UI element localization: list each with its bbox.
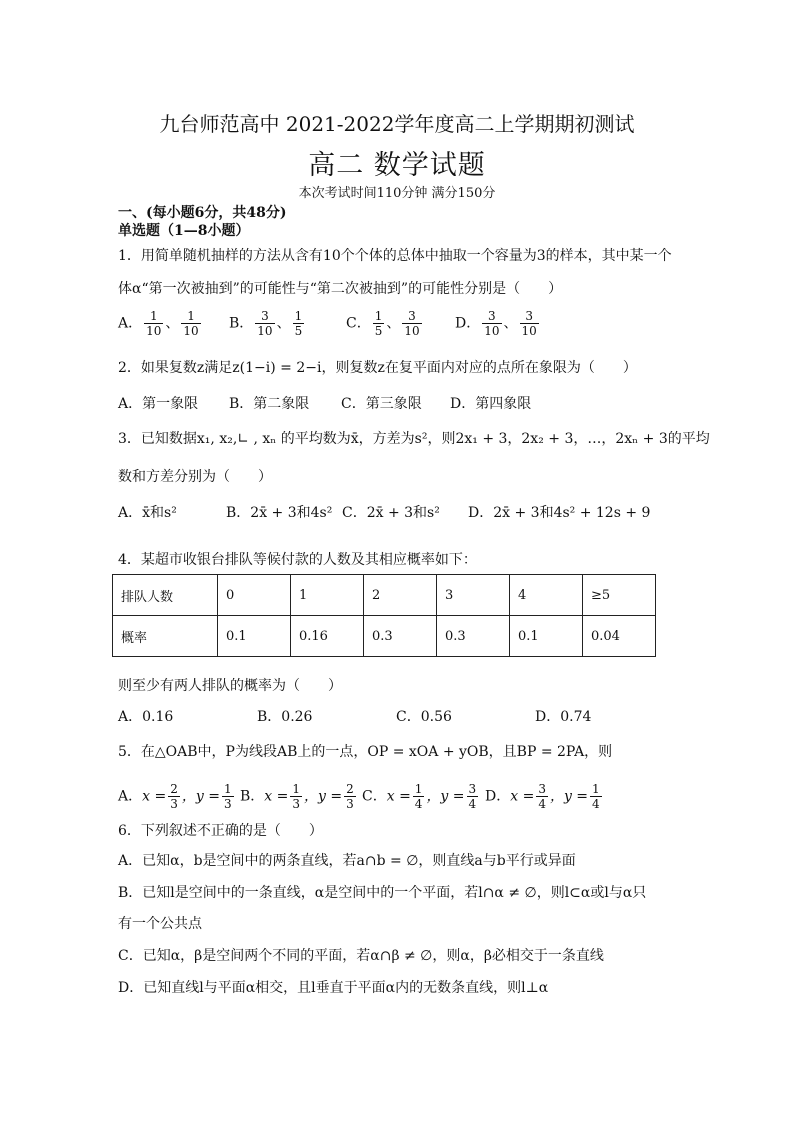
q1-stem-line1: 1．用简单随机抽样的方法从含有10个个体的总体中抽取一个容量为3的样本，其中某一个 <box>118 248 672 264</box>
table-cell: ≥5 <box>583 575 656 616</box>
table-cell: 0.16 <box>291 616 364 657</box>
q2-option-d: D．第四象限 <box>450 396 532 412</box>
q4-option-b: B．0.26 <box>257 709 313 725</box>
q4-question: 则至少有两人排队的概率为（ ） <box>118 678 342 694</box>
q4-option-c: C．0.56 <box>396 709 452 725</box>
q3-stem-line2: 数和方差分别为（ ） <box>118 469 272 485</box>
table-cell: 1 <box>291 575 364 616</box>
q6-option-a: A．已知α，b是空间中的两条直线，若a∩b = ∅，则直线a与b平行或异面 <box>118 853 576 869</box>
q5-option-c: C．x = $\frac{1}{4}$ ，y = $\frac{3}{4}$ <box>362 782 477 811</box>
table-cell: 0 <box>218 575 291 616</box>
table-cell: 0.3 <box>364 616 437 657</box>
exam-info: 本次考试时间110分钟 满分150分 <box>298 186 496 201</box>
table-row <box>113 575 656 616</box>
q4-stem: 4．某超市收银台排队等候付款的人数及其相应概率如下： <box>118 552 477 568</box>
q1-option-c: C． $\frac{1}{5}$ 、 $\frac{3}{10}$ <box>346 309 420 338</box>
q5-option-d: D．x = $\frac{3}{4}$ ，y = $\frac{1}{4}$ <box>485 782 600 811</box>
q1-stem-line2: 体α“第一次被抽到”的可能性与“第二次被抽到”的可能性分别是（ ） <box>118 281 563 297</box>
q4-option-a: A．0.16 <box>118 709 174 725</box>
q2-stem: 2．如果复数z满足z(1−i) = 2−i，则复数z在复平面内对应的点所在象限为（ ） <box>118 360 637 376</box>
q1-option-b: B． $\frac{3}{10}$ 、 $\frac{1}{5}$ <box>229 309 303 338</box>
table-cell: 0.1 <box>218 616 291 657</box>
table-cell: 概率 <box>113 616 218 657</box>
q3-option-a: A．x̄和s² <box>118 505 177 521</box>
section-heading: 一、(每小题6分，共48分) <box>118 205 287 221</box>
table-cell: 3 <box>437 575 510 616</box>
q6-option-b-line1: B．已知l是空间中的一条直线，α是空间中的一个平面，若l∩α ≠ ∅，则l⊂α或l与α只 <box>118 885 647 901</box>
probability-table <box>112 574 656 657</box>
q3-option-d: D．2x̄ + 3和4s² + 12s + 9 <box>468 505 651 521</box>
q5-option-a: A．x = $\frac{2}{3}$ ，y = $\frac{1}{3}$ <box>118 782 232 811</box>
table-cell: 排队人数 <box>113 575 218 616</box>
q3-option-c: C．2x̄ + 3和s² <box>342 505 440 521</box>
q2-option-a: A．第一象限 <box>118 396 199 412</box>
q2-option-b: B．第二象限 <box>229 396 310 412</box>
q5-option-b: B．x = $\frac{1}{3}$ ，y = $\frac{2}{3}$ <box>240 782 354 811</box>
table-cell: 0.3 <box>437 616 510 657</box>
table-row <box>113 616 656 657</box>
q3-stem-line1: 3．已知数据x₁, x₂,∟ , xₙ 的平均数为x̄，方差为s²，则2x₁ + 3，2x₂ + 3，…，2xₙ + 3的平均 <box>118 431 710 447</box>
q6-stem: 6．下列叙述不正确的是（ ） <box>118 823 323 839</box>
section-subheading: 单选题（1—8小题） <box>118 223 250 239</box>
table-cell: 0.1 <box>510 616 583 657</box>
table-cell: 4 <box>510 575 583 616</box>
table-cell: 0.04 <box>583 616 656 657</box>
q1-option-a: A． $\frac{1}{10}$ 、 $\frac{1}{10}$ <box>118 309 199 338</box>
exam-school-title: 九台师范高中 2021-2022学年度高二上学期期初测试 <box>159 112 635 136</box>
q4-option-d: D．0.74 <box>535 709 592 725</box>
exam-subject-title: 高二 数学试题 <box>308 150 486 181</box>
q3-option-b: B．2x̄ + 3和4s² <box>226 505 333 521</box>
q1-option-d: D． $\frac{3}{10}$ 、 $\frac{3}{10}$ <box>455 309 537 338</box>
q6-option-d: D．已知直线l与平面α相交，且l垂直于平面α内的无数条直线，则l⊥α <box>118 980 549 996</box>
q2-option-c: C．第三象限 <box>341 396 422 412</box>
q6-option-c: C．已知α，β是空间两个不同的平面，若α∩β ≠ ∅，则α，β必相交于一条直线 <box>118 948 604 964</box>
q5-stem: 5．在△OAB中，P为线段AB上的一点，OP = xOA + yOB，且BP = 2PA，则 <box>118 744 613 760</box>
q6-option-b-line2: 有一个公共点 <box>118 916 202 932</box>
table-cell: 2 <box>364 575 437 616</box>
